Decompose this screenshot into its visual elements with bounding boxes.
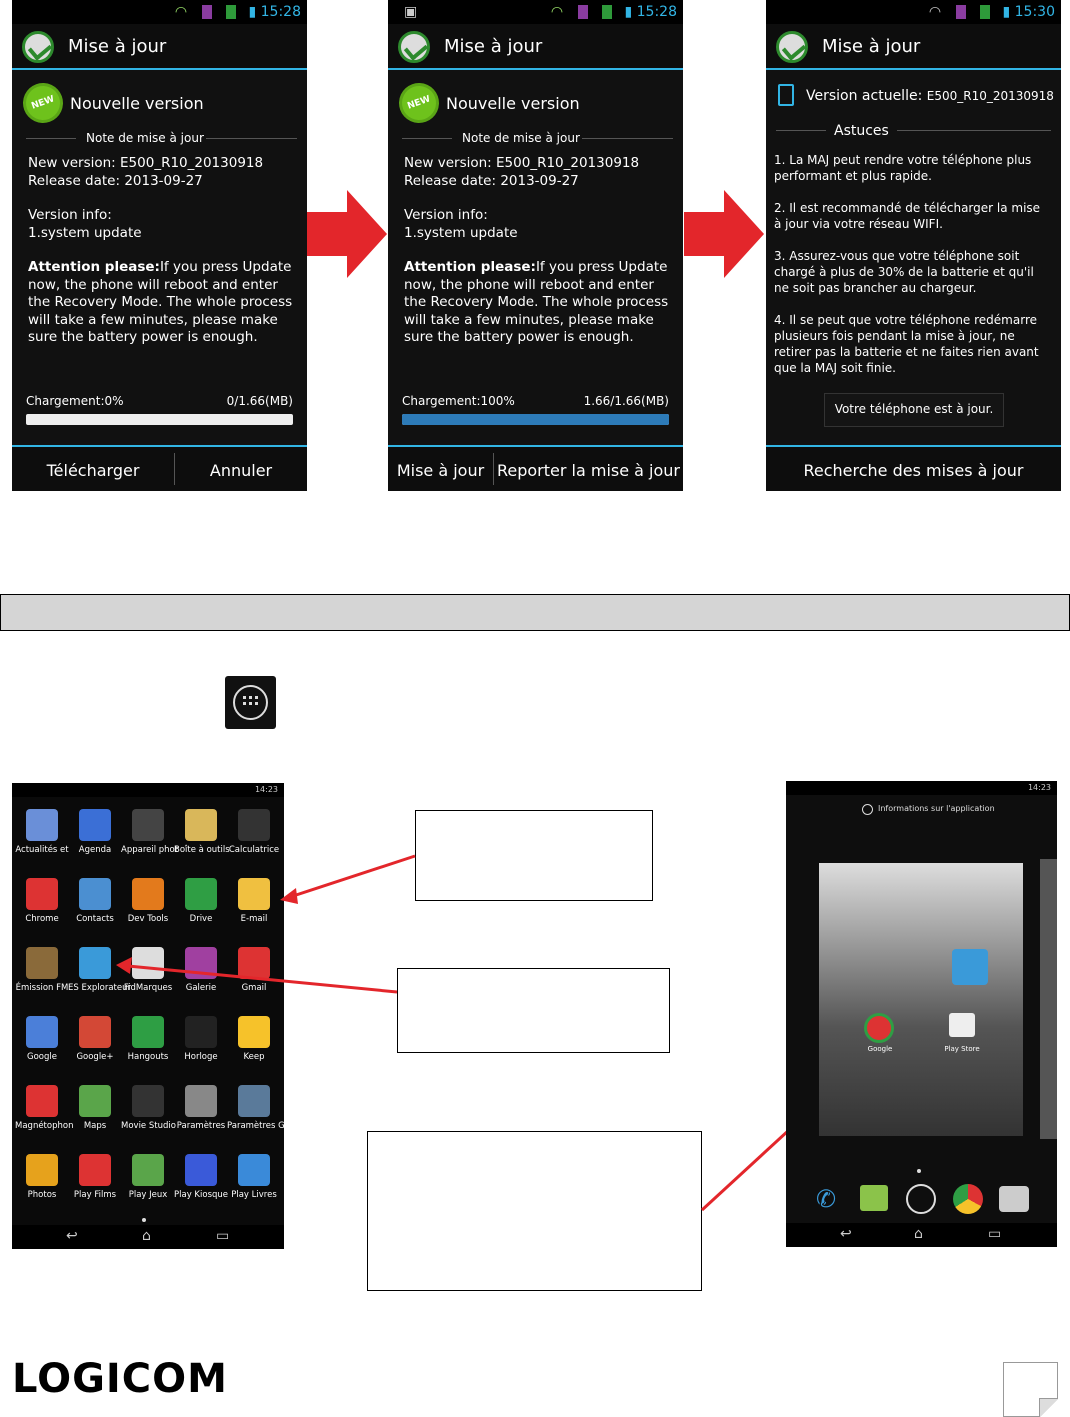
app-label: Keep xyxy=(243,1052,265,1062)
battery-icon: ▮ xyxy=(248,4,257,20)
app-label: Calculatrice xyxy=(228,845,280,855)
chrome-dock-icon[interactable] xyxy=(953,1184,983,1214)
app-label: Galerie xyxy=(185,983,217,993)
play-store-label: Play Store xyxy=(944,1045,980,1053)
app-logo-icon xyxy=(398,31,430,63)
sim2-icon xyxy=(226,5,236,19)
back-icon[interactable]: ↩ xyxy=(66,1228,78,1244)
status-time: 15:30 xyxy=(1014,4,1055,20)
status-time: 15:28 xyxy=(636,4,677,20)
play-store-icon xyxy=(949,1013,975,1037)
button-bar xyxy=(12,445,307,491)
app-label: Maps xyxy=(83,1121,107,1131)
release-notes xyxy=(28,155,297,364)
next-screen-preview xyxy=(1040,859,1057,1139)
app-label: Play Jeux xyxy=(128,1190,168,1200)
app-label: Magnétophon xyxy=(15,1121,74,1131)
section-banner xyxy=(0,594,1070,631)
status-bar xyxy=(786,781,1057,795)
version-info-item: 1.system update xyxy=(404,224,518,241)
charge-label: Chargement:0% xyxy=(26,394,124,408)
homescreen-preview xyxy=(819,863,1023,1136)
app-label: Chrome xyxy=(25,914,59,924)
download-status xyxy=(402,394,669,408)
tip-4: 4. Il se peut que votre téléphone redémarre plusieurs fois pendant la mise à jour, ne retirer pas la batterie et ne faites rien avant que la MAJ soit finie. xyxy=(774,313,1039,375)
app-label: Dev Tools xyxy=(127,914,169,924)
postpone-button[interactable]: Reporter la mise à jour xyxy=(496,461,681,480)
current-version-label: Version actuelle: xyxy=(806,88,923,104)
app-label: ES Explorateur xyxy=(68,983,131,993)
download-button[interactable]: Télécharger xyxy=(46,461,140,480)
download-status xyxy=(26,394,293,408)
status-bar xyxy=(766,0,1061,24)
sms-dock-icon[interactable] xyxy=(860,1185,888,1211)
charge-label: Chargement:100% xyxy=(402,394,515,408)
app-label: Gmail xyxy=(241,983,267,993)
es-explorer-icon xyxy=(952,949,988,985)
app-label: Contacts xyxy=(76,914,114,924)
version-line: New version: E500_R10_20130918 xyxy=(28,155,264,171)
recent-icon[interactable]: ▭ xyxy=(988,1226,1002,1242)
app-info-label: Informations sur l'application xyxy=(878,804,995,813)
status-bar xyxy=(12,0,307,24)
button-bar xyxy=(388,445,683,491)
app-logo-icon xyxy=(776,31,808,63)
version-info-item: 1.system update xyxy=(28,224,142,241)
action-bar xyxy=(12,24,307,70)
brand-logo: LOGICOM xyxy=(12,1356,228,1402)
page-number-box xyxy=(1003,1362,1058,1417)
app-label: FidMarques xyxy=(123,983,173,993)
app-label: Paramètres G xyxy=(227,1121,285,1131)
right-arrow-icon xyxy=(307,190,389,278)
tips-title: Astuces xyxy=(826,123,897,139)
sim1-icon xyxy=(202,5,212,19)
update-button[interactable]: Mise à jour xyxy=(396,461,485,480)
up-to-date-text: Votre téléphone est à jour. xyxy=(834,402,994,416)
app-label: Drive xyxy=(189,914,213,924)
arrow-line-es xyxy=(128,966,397,992)
apps-dock-icon[interactable] xyxy=(906,1184,936,1214)
tips-divider xyxy=(776,130,1051,131)
status-bar xyxy=(388,0,683,24)
version-line: New version: E500_R10_20130918 xyxy=(404,155,640,171)
info-icon xyxy=(862,804,873,815)
attention-label: Attention please: xyxy=(404,259,536,275)
wifi-icon: ◠ xyxy=(174,4,188,20)
screenshot-update-new xyxy=(12,0,307,491)
sim1-icon xyxy=(578,5,588,19)
progress-fill xyxy=(402,414,669,425)
app-label: Google xyxy=(27,1052,57,1062)
charge-size: 1.66/1.66(MB) xyxy=(583,394,669,408)
google-folder-label: Google xyxy=(867,1045,893,1053)
app-label: Play Kiosque xyxy=(174,1190,229,1200)
progress-bar xyxy=(402,414,669,425)
arrow-line-email xyxy=(290,856,415,897)
arrow-head-email xyxy=(280,888,298,904)
note-label: Note de mise à jour xyxy=(462,131,580,145)
home-icon[interactable]: ⌂ xyxy=(914,1226,923,1242)
progress-bar xyxy=(26,414,293,425)
google-folder-icon xyxy=(864,1013,894,1043)
status-time: 14:23 xyxy=(1027,783,1051,792)
note-divider xyxy=(26,131,297,147)
screenshot-home-screen xyxy=(786,781,1057,1247)
app-label: Agenda xyxy=(78,845,112,855)
sim2-icon xyxy=(980,5,990,19)
app-label: Play Livres xyxy=(231,1190,277,1200)
app-label: Actualités et xyxy=(15,845,69,855)
battery-icon: ▮ xyxy=(624,4,633,20)
page-dots xyxy=(917,1169,921,1173)
app-label: Émission FM xyxy=(15,983,69,993)
app-label: Movie Studio xyxy=(121,1121,176,1131)
attention-text: If you press Update now, the phone will reboot and enter the Recovery Mode. The whole process will take a few minutes, please make sure the battery power is enough. xyxy=(28,259,293,345)
notepad-icon xyxy=(778,84,794,106)
check-updates-button[interactable]: Recherche des mises à jour xyxy=(803,461,1024,480)
back-icon[interactable]: ↩ xyxy=(840,1226,852,1242)
sim2-icon xyxy=(602,5,612,19)
app-title: Mise à jour xyxy=(822,36,921,57)
app-logo-icon xyxy=(22,31,54,63)
heading: Nouvelle version xyxy=(446,94,580,113)
action-bar xyxy=(388,24,683,70)
app-title: Mise à jour xyxy=(68,36,167,57)
action-bar xyxy=(766,24,1061,70)
charge-size: 0/1.66(MB) xyxy=(226,394,293,408)
version-info-label: Version info: xyxy=(28,207,112,223)
phone-dock-icon[interactable]: ✆ xyxy=(816,1185,837,1213)
cancel-button[interactable]: Annuler xyxy=(209,461,273,480)
right-arrow-icon xyxy=(684,190,766,278)
app-label: Photos xyxy=(27,1190,57,1200)
tip-2: 2. Il est recommandé de télécharger la mise à jour via votre réseau WIFI. xyxy=(774,201,1041,231)
version-info-label: Version info: xyxy=(404,207,488,223)
wifi-icon: ◠ xyxy=(550,4,564,20)
date-line: Release date: 2013-09-27 xyxy=(28,172,203,189)
button-bar xyxy=(766,445,1061,491)
nav-bar xyxy=(786,1223,1057,1247)
screenshot-update-downloaded xyxy=(388,0,683,491)
status-time: 14:23 xyxy=(254,785,278,794)
home-icon[interactable]: ⌂ xyxy=(142,1228,151,1244)
tip-1: 1. La MAJ peut rendre votre téléphone plus performant et plus rapide. xyxy=(774,153,1032,183)
app-label: Appareil phot xyxy=(121,845,179,855)
app-label: Google+ xyxy=(76,1052,114,1062)
sim1-icon xyxy=(956,5,966,19)
app-label: E-mail xyxy=(240,914,268,924)
heading: Nouvelle version xyxy=(70,94,204,113)
attention-text: If you press Update now, the phone will reboot and enter the Recovery Mode. The whole process will take a few minutes, please make sure the battery power is enough. xyxy=(404,259,669,345)
note-divider xyxy=(402,131,673,147)
tip-3: 3. Assurez-vous que votre téléphone soit chargé à plus de 30% de la batterie et qu'il ne soit pas brancher au chargeur. xyxy=(774,249,1034,295)
app-label: Boîte à outils xyxy=(174,845,230,855)
current-version-value: E500_R10_20130918 xyxy=(926,89,1054,103)
wifi-icon: ◠ xyxy=(928,4,942,20)
release-notes xyxy=(404,155,673,364)
recent-icon[interactable]: ▭ xyxy=(216,1228,230,1244)
attention-label: Attention please: xyxy=(28,259,160,275)
all-apps-icon xyxy=(225,676,276,729)
image-icon: ▣ xyxy=(404,4,418,20)
app-title: Mise à jour xyxy=(444,36,543,57)
new-badge-icon: NEW xyxy=(21,81,65,125)
new-badge-icon: NEW xyxy=(397,81,441,125)
note-label: Note de mise à jour xyxy=(86,131,204,145)
app-label: Paramètres xyxy=(176,1121,226,1131)
app-label: Horloge xyxy=(184,1052,218,1062)
screenshot-up-to-date xyxy=(766,0,1061,491)
app-label: Play Films xyxy=(73,1190,117,1200)
battery-icon: ▮ xyxy=(1002,4,1011,20)
current-version xyxy=(806,88,1054,104)
camera-dock-icon[interactable] xyxy=(999,1186,1029,1212)
arrow-head-es xyxy=(116,957,132,974)
status-time: 15:28 xyxy=(260,4,301,20)
date-line: Release date: 2013-09-27 xyxy=(404,172,579,189)
app-label: Hangouts xyxy=(127,1052,169,1062)
